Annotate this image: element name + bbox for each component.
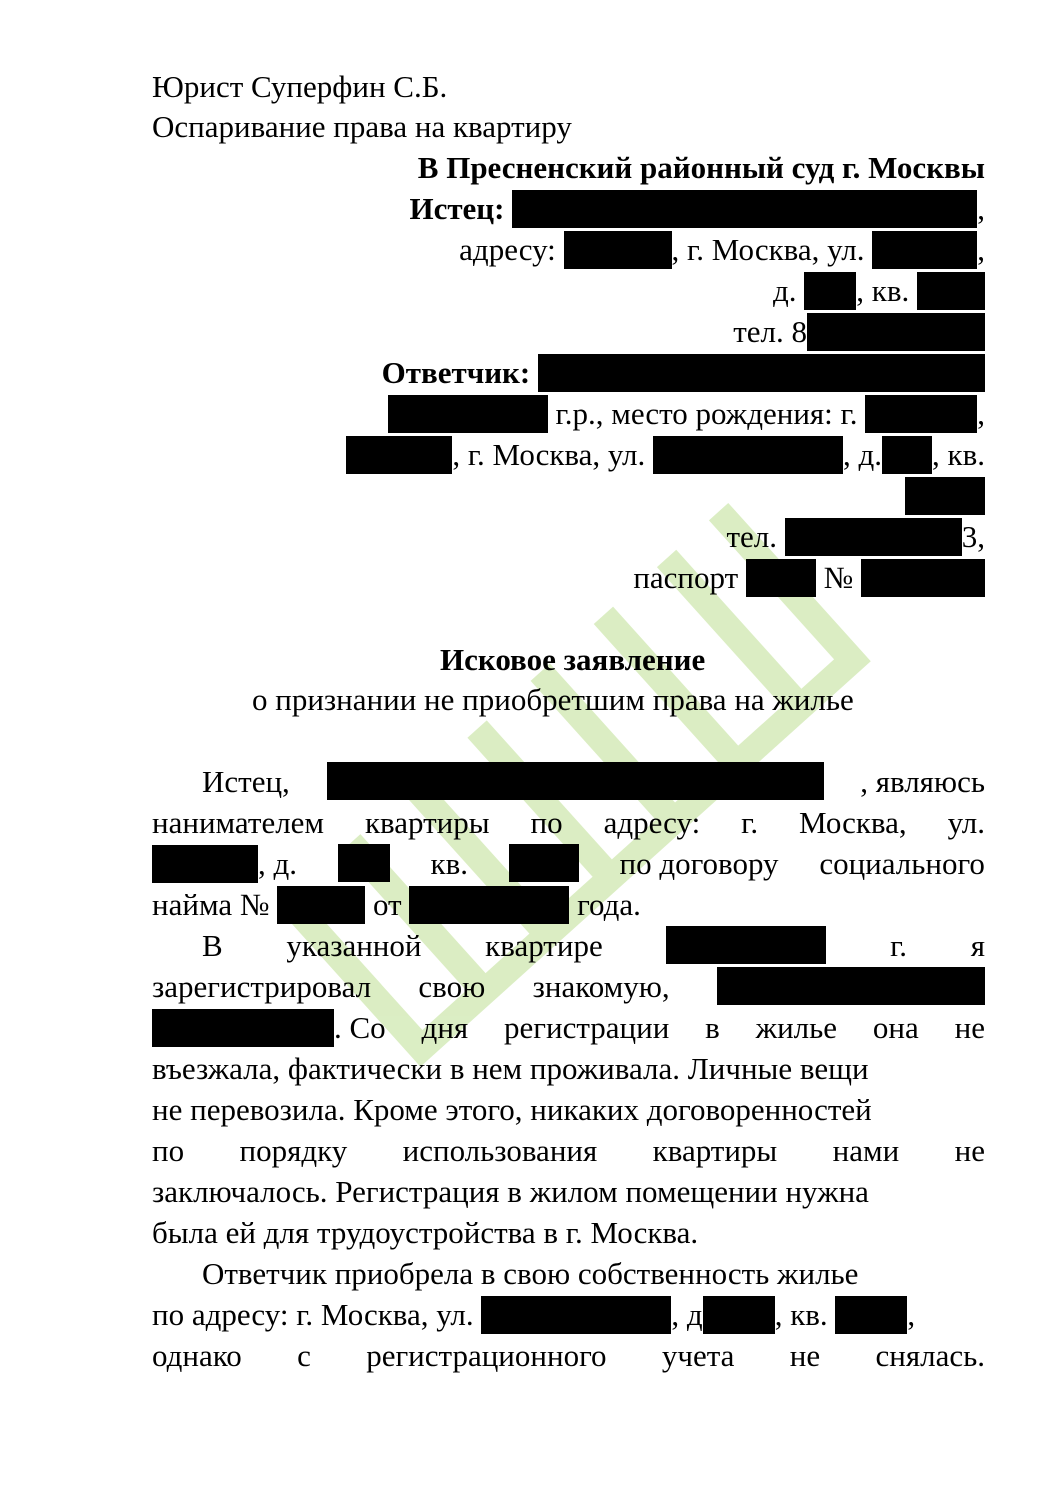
address-label: адресу: (459, 232, 556, 267)
body-line: Ответчик приобрела в свою собственность жилье (202, 1256, 859, 1291)
text: я (970, 928, 985, 963)
redaction (538, 354, 985, 392)
redaction (481, 1296, 671, 1334)
redaction (388, 395, 548, 433)
body-line (202, 926, 985, 966)
redaction (703, 1296, 775, 1334)
text: ул. (947, 805, 985, 840)
text: Истец, (202, 764, 290, 799)
city-street: , г. Москва, ул. (671, 232, 865, 267)
body-line (152, 1008, 985, 1048)
topic-line: Оспаривание права на квартиру (152, 109, 572, 144)
court-name: В Пресненский районный суд г. Москвы (417, 150, 985, 185)
text: учета (661, 1338, 735, 1373)
text: адресу: (603, 805, 701, 840)
house-label: д. (773, 273, 797, 308)
text: зарегистрировал (152, 969, 372, 1004)
redaction (666, 926, 826, 964)
redaction (509, 844, 579, 882)
body-line: не перевозила. Кроме этого, никаких договоренностей (152, 1092, 872, 1127)
redaction (327, 762, 824, 800)
body-line (152, 844, 985, 884)
body-line (152, 803, 985, 843)
redaction (653, 436, 843, 474)
redaction (835, 1296, 907, 1334)
comma: , (907, 1297, 916, 1332)
text: регистрации (504, 1010, 670, 1045)
author-line: Юрист Суперфин С.Б. (152, 69, 448, 104)
text: социального (819, 846, 985, 881)
body-line (202, 762, 985, 802)
birth-label: г.р., место рождения: г. (555, 396, 858, 431)
text: по договору (619, 846, 779, 881)
house-label: , д. (843, 437, 883, 472)
text: по (530, 805, 563, 840)
text: не (954, 1133, 985, 1168)
phone-end: 3, (961, 519, 985, 554)
text: регистрационного (366, 1338, 607, 1373)
text: . Со (334, 1010, 386, 1045)
redaction (152, 845, 258, 883)
redaction (804, 272, 856, 310)
comma: , (977, 232, 985, 267)
text: она (872, 1010, 919, 1045)
redaction (882, 436, 932, 474)
phone-label: тел. (726, 519, 777, 554)
text: , кв. (774, 1297, 828, 1332)
redaction (717, 967, 985, 1005)
passport-number-sign: № (823, 560, 854, 595)
text: по (152, 1133, 185, 1168)
text: квартире (485, 928, 603, 963)
plaintiff-phone-line (733, 312, 985, 352)
defendant-phone-line (726, 517, 985, 557)
text: г. (890, 928, 908, 963)
body-line (152, 885, 641, 925)
redaction (872, 231, 977, 269)
text: указанной (286, 928, 422, 963)
text: г. (741, 805, 759, 840)
body-line (152, 1336, 985, 1376)
comma: , (977, 396, 985, 431)
text: с (297, 1338, 311, 1373)
redaction (152, 1009, 334, 1047)
text: однако (152, 1338, 242, 1373)
text: года. (577, 887, 641, 922)
redaction (409, 886, 569, 924)
phone-label: тел. 8 (733, 314, 807, 349)
redaction (807, 313, 985, 351)
text: нанимателем (152, 805, 325, 840)
document-subtitle: о признании не приобретшим права на жилье (252, 682, 854, 717)
plaintiff-house-line (773, 271, 985, 311)
passport-line (633, 558, 985, 598)
text: , д. (258, 846, 298, 881)
passport-label: паспорт (633, 560, 739, 595)
defendant-line (382, 353, 985, 393)
redaction (746, 559, 816, 597)
redaction (785, 518, 962, 556)
redaction (277, 886, 365, 924)
text: снялась. (875, 1338, 985, 1373)
text: квартиры (652, 1133, 778, 1168)
body-line: была ей для трудоустройства в г. Москва. (152, 1215, 699, 1250)
text: от (372, 887, 402, 922)
text: Москва, (799, 805, 907, 840)
text: по адресу: г. Москва, ул. (152, 1297, 474, 1332)
body-line (152, 967, 985, 1007)
redaction (905, 477, 985, 515)
body-line (152, 1131, 985, 1171)
redaction (917, 272, 985, 310)
text: не (789, 1338, 821, 1373)
redaction (564, 231, 672, 269)
text: , д (671, 1297, 703, 1332)
text: квартиры (364, 805, 490, 840)
defendant-flat-line (905, 476, 985, 516)
redaction (346, 436, 452, 474)
text: использования (402, 1133, 598, 1168)
redaction (512, 190, 977, 228)
text: дня (421, 1010, 469, 1045)
text: в (705, 1010, 720, 1045)
redaction (861, 559, 985, 597)
redaction (338, 844, 390, 882)
text: кв. (430, 846, 468, 881)
city-street: , г. Москва, ул. (452, 437, 646, 472)
text: знакомую, (532, 969, 670, 1004)
body-line: въезжала, фактически в нем проживала. Личные вещи (152, 1051, 869, 1086)
text: нами (832, 1133, 900, 1168)
text: В (202, 928, 223, 963)
flat-label: , кв. (932, 437, 985, 472)
defendant-address-line (346, 435, 985, 475)
text: , являюсь (860, 764, 985, 799)
body-line (152, 1295, 915, 1335)
document-title: Исковое заявление (440, 642, 706, 677)
redaction (865, 395, 977, 433)
text: порядку (239, 1133, 348, 1168)
comma: , (977, 191, 985, 226)
plaintiff-address-line (459, 230, 985, 270)
text: свою (418, 969, 486, 1004)
defendant-birth-line (388, 394, 985, 434)
plaintiff-label: Истец: (409, 191, 505, 226)
defendant-label: Ответчик: (381, 355, 531, 390)
text: не (954, 1010, 985, 1045)
body-line: заключалось. Регистрация в жилом помещении нужна (152, 1174, 869, 1209)
flat-label: , кв. (856, 273, 910, 308)
text: найма № (152, 887, 270, 922)
text: жилье (755, 1010, 838, 1045)
plaintiff-line (409, 189, 985, 229)
